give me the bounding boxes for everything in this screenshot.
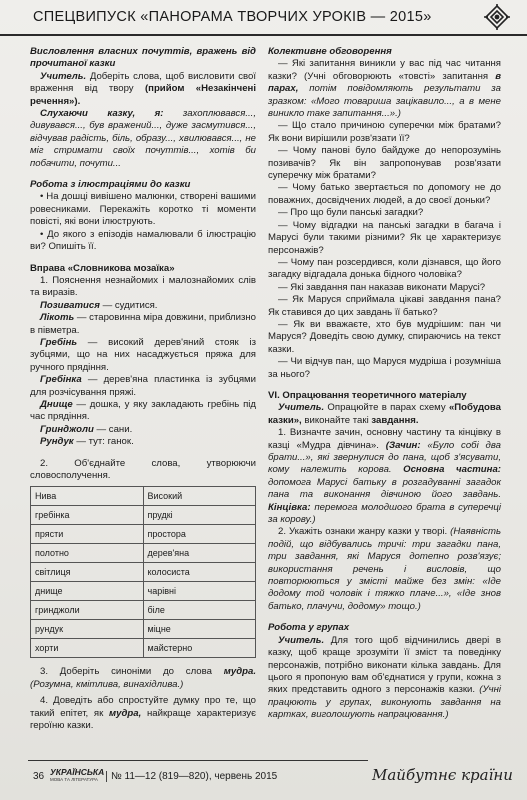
table-row [31,525,256,544]
question: — Чому панові було байдуже до непорозумінь позивачів? Як він запропонував розв'язати суперечку між братами? [268,145,501,182]
page-number: 36 [33,771,45,782]
table-cell: Нива [31,487,144,506]
paragraph: Учитель. Опрацюйте в парах схему «Побудова казки», виконайте такі завдання. [268,402,501,426]
section-heading: VI. Опрацювання теоретичного матеріалу [268,389,467,401]
vocab-entry [30,337,256,374]
vocab-term: Рундук [40,436,74,448]
section-heading: Робота у групах [268,622,350,634]
table-cell: майстерно [143,639,256,658]
paragraph: Учитель. Для того щоб відчинились двері в казку, щоб краще зрозуміти її зміст та поведінку персонажів, потрібно виконати кілька завдань. Для цього я пропоную вам об'єднатися у групи, кожна з яких представить одного з персонажів казки. (Учні працюють у групах, виконують завдання на картках, виголошують напрацювання.) [268,634,501,721]
issue-info: № 11—12 (819—820), червень 2015 [106,771,277,782]
question: — Чи відчув пан, що Маруся мудріша і розумніша за нього? [268,356,501,380]
left-column [30,46,256,732]
table-cell: днище [31,582,144,601]
vocab-term: Гребінь [40,336,78,348]
table-cell: прясти [31,525,144,544]
table-cell: міцне [143,620,256,639]
table-row [31,563,256,582]
paragraph: • На дошці вивішено малюнки, створені вашими ровесниками. Перекажіть коротко ті моменти повісті, які вони ілюструють. [30,191,256,228]
table-cell: гринджоли [31,601,144,620]
paragraph: 3. Доберіть синоніми до слова мудра. (Розумна, кмітлива, винахідлива.) [30,666,256,690]
paragraph: 2. Об'єднайте слова, утворюючи словосполучення. [30,457,256,481]
footer-rule [28,760,368,761]
vocab-entry [30,300,256,312]
table-cell: чарівні [143,582,256,601]
table-row [31,601,256,620]
vocab-term: Лікоть [40,312,75,324]
table-cell: рундук [31,620,144,639]
ornament-icon [482,3,512,31]
vocab-entry [30,424,256,436]
table-cell: біле [143,601,256,620]
vocab-term: Гринджоли [40,423,94,435]
logo-title: УКРАЇНСЬКА [50,767,105,777]
table-row [31,506,256,525]
table-cell: світлиця [31,563,144,582]
table-row [31,487,256,506]
question: — Як ви вважаєте, хто був мудрішим: пан чи Маруся? Доведіть свою думку, спираючись на текст казки. [268,318,501,355]
magazine-logo [50,767,105,785]
vocab-definition: — тут: ганок. [73,436,134,448]
question: — Що стало причиною суперечки між братами? Як вони вирішили розв'язати її? [268,120,501,144]
paragraph: Учитель. Доберіть слова, щоб висловити свої враження від твору (прийом «Незакінчені речення»). [30,70,256,107]
table-cell: полотно [31,544,144,563]
vocab-definition: — дерев'яна пластинка із зубцями для розчісування пряжі. [30,374,256,398]
table-row [31,544,256,563]
paragraph: 4. Доведіть або спростуйте думку про те, що такий епітет, як мудра, найкраще характеризує героїню казки. [30,695,256,732]
paragraph: • До якого з епізодів намалювали б ілюстрацію ви? Опишіть її. [30,228,256,253]
vocab-entry [30,312,256,337]
section-heading: Висловлення власних почуттів, вражень від прочитаної казки [30,46,256,70]
page-footer [0,760,527,800]
table-cell: простора [143,525,256,544]
right-column [268,46,501,722]
paragraph: Слухаючи казку, я: захоплювався..., дивувався..., був вражений..., дуже засмутився..., відчував радість, біль, образу..., хвилювався..., не міг стримати своїх почуттів..., хотів би побачити, почути... [30,108,256,169]
paragraph: 1. Пояснення незнайомих і малознайомих слів та виразів. [30,274,256,299]
question: — Як Маруся сприймала цікаві завдання пана? Як ставився до цих завдань її батько? [268,294,501,318]
question: — Про що були панські загадки? [278,207,424,219]
vocab-term: Позиватися [40,299,100,311]
vocab-entry [30,374,256,399]
section-heading: Вправа «Словникова мозаїка» [30,262,175,274]
paragraph: 1. Визначте зачин, основну частину та кінцівку в казці «Мудра дівчина». (Зачин: «Було собі два брати...», які звернулися до пана, щоб з'ясувати, кому належить корова. Основна частина: допомога Марусі батьку в розгадуванні загадок пана та виконання дівчиною його завдань. Кінцівка: перемога молодшого брата в суперечці за корову.) [268,427,501,526]
vocab-definition: — дошка, у яку закладають гребінь під час прядіння. [30,398,256,423]
vocab-definition: — старовинна міра довжини, приблизно в півметра. [30,312,256,336]
table-cell: дерев'яна [143,544,256,563]
question: — Які завдання пан наказав виконати Марусі? [278,281,486,293]
logo-subtitle: МОВА ТА ЛІТЕРАТУРА [50,777,98,782]
table-cell: прудкі [143,506,256,525]
table-row [31,582,256,601]
question: — Чому пан розсердився, коли дізнався, що його загадку відгадала донька бідного чоловіка? [268,256,501,281]
table-cell: колосиста [143,563,256,582]
header-title: СПЕЦВИПУСК «ПАНОРАМА ТВОРЧИХ УРОКІВ — 2015» [33,9,432,25]
vocab-definition: — високий дерев'яний стояк із зубцями, що на них насаджується пряжа для ручного прядіння. [30,336,256,373]
section-heading: Колективне обговорення [268,46,392,57]
section-heading: Робота з ілюстраціями до казки [30,179,191,191]
vocab-term: Днище [40,398,73,410]
vocab-entry [30,436,256,448]
table-row [31,639,256,658]
brand-title: Майбутнє країни [372,766,513,784]
table-cell: хорти [31,639,144,658]
vocab-definition: — судитися. [99,299,158,311]
word-table [30,486,256,658]
table-cell: гребінка [31,506,144,525]
table-cell: Високий [143,487,256,506]
vocab-list [30,300,256,449]
vocab-term: Гребінка [40,374,82,386]
question: — Чому відгадки на панські загадки в багача і Марусі були такими різними? Як це характеризує персонажів? [268,219,501,256]
page-header [0,0,527,36]
paragraph: 2. Укажіть ознаки жанру казки у творі. (Наявність подій, що відбувались тричі: три загадки пана, три завдання, які Маруся дотепно розв'язує; використання речень і висловів, що повторюються у змісті майже без змін: «Іде додому той чоловік і тяжко плаче...», «Іде знов батько, плачучи, додому» тощо.) [268,526,501,612]
question: — Чому батько звертається по допомогу не до поважних, досвідчених людей, а до своєї доньки? [268,182,501,206]
vocab-definition: — сани. [93,423,133,435]
question: — Які запитання виникли у вас під час читання казки? (Учні обговорюють «товсті» запитання в парах, потім повідомляють результати за зразком: «Мого товариша зацікавило..., а в мене виникло таке запитання...».) [268,58,501,120]
table-row [31,620,256,639]
vocab-entry [30,399,256,424]
